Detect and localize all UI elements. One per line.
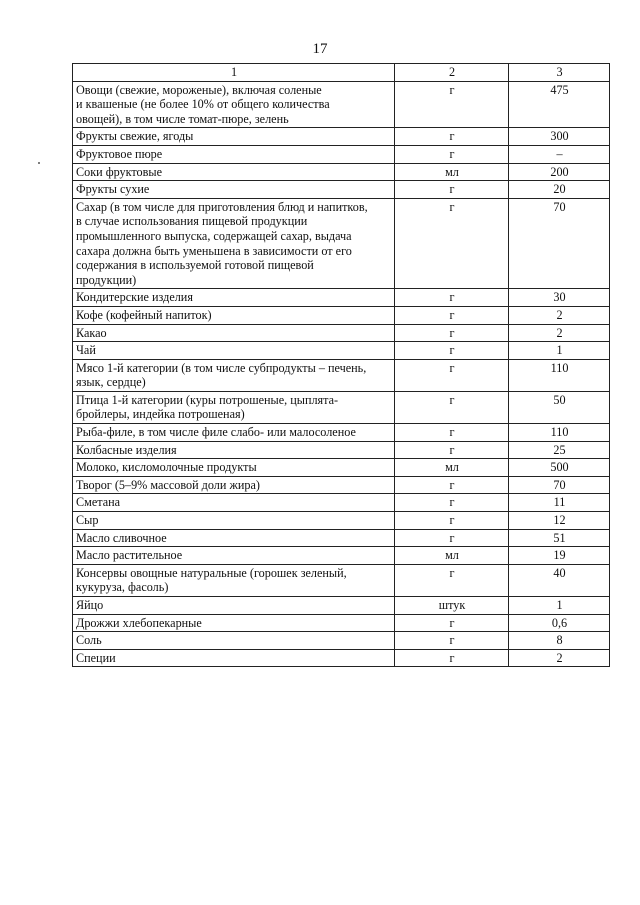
quantity-cell: 2 [509,306,610,324]
table-row [73,529,610,547]
unit-cell: г [395,476,509,494]
table-row [73,564,610,596]
unit-cell: г [395,529,509,547]
unit-cell: г [395,145,509,163]
table-row [73,306,610,324]
quantity-cell: 8 [509,632,610,650]
table-row [73,597,610,615]
table-row [73,163,610,181]
table-row [73,145,610,163]
column-header-3: 3 [509,64,610,82]
table-row [73,359,610,391]
quantity-cell: 1 [509,342,610,360]
product-name-cell: Кондитерские изделия [73,289,395,307]
product-name-cell: Птица 1-й категории (куры потрошеные, цыплята- бройлеры, индейка потрошеная) [73,391,395,423]
unit-cell: г [395,391,509,423]
quantity-cell: 11 [509,494,610,512]
unit-cell: г [395,649,509,667]
product-name-cell: Консервы овощные натуральные (горошек зеленый, кукуруза, фасоль) [73,564,395,596]
unit-cell: г [395,512,509,530]
unit-cell: штук [395,597,509,615]
table-row [73,476,610,494]
quantity-cell: – [509,145,610,163]
product-name-cell: Сыр [73,512,395,530]
quantity-cell: 70 [509,198,610,289]
unit-cell: г [395,424,509,442]
quantity-cell: 12 [509,512,610,530]
product-name-cell: Колбасные изделия [73,441,395,459]
unit-cell: мл [395,459,509,477]
unit-cell: г [395,359,509,391]
table-row [73,632,610,650]
stray-mark [38,162,40,164]
unit-cell: г [395,289,509,307]
product-name-cell: Соль [73,632,395,650]
unit-cell: г [395,181,509,199]
table-row [73,81,610,128]
food-norms-table [72,63,610,667]
unit-cell: г [395,306,509,324]
product-name-cell: Фрукты свежие, ягоды [73,128,395,146]
quantity-cell: 1 [509,597,610,615]
quantity-cell: 475 [509,81,610,128]
quantity-cell: 19 [509,547,610,565]
table-row [73,391,610,423]
table-row [73,459,610,477]
product-name-cell: Чай [73,342,395,360]
column-header-2: 2 [395,64,509,82]
table-row [73,342,610,360]
product-name-cell: Соки фруктовые [73,163,395,181]
page-number: 17 [312,41,328,57]
quantity-cell: 2 [509,649,610,667]
quantity-cell: 500 [509,459,610,477]
product-name-cell: Дрожжи хлебопекарные [73,614,395,632]
unit-cell: г [395,564,509,596]
product-name-cell: Какао [73,324,395,342]
table-row [73,614,610,632]
table-row [73,289,610,307]
table-body [73,81,610,667]
quantity-cell: 300 [509,128,610,146]
table-row [73,547,610,565]
table-row [73,649,610,667]
table-row [73,512,610,530]
product-name-cell: Фруктовое пюре [73,145,395,163]
quantity-cell: 40 [509,564,610,596]
quantity-cell: 110 [509,359,610,391]
product-name-cell: Мясо 1-й категории (в том числе субпродукты – печень, язык, сердце) [73,359,395,391]
table-row [73,494,610,512]
unit-cell: мл [395,547,509,565]
unit-cell: г [395,198,509,289]
table-row [73,181,610,199]
quantity-cell: 30 [509,289,610,307]
unit-cell: г [395,494,509,512]
unit-cell: г [395,441,509,459]
table-row [73,324,610,342]
quantity-cell: 50 [509,391,610,423]
unit-cell: г [395,324,509,342]
product-name-cell: Молоко, кисломолочные продукты [73,459,395,477]
unit-cell: г [395,614,509,632]
quantity-cell: 70 [509,476,610,494]
product-name-cell: Сметана [73,494,395,512]
quantity-cell: 51 [509,529,610,547]
product-name-cell: Кофе (кофейный напиток) [73,306,395,324]
unit-cell: г [395,81,509,128]
product-name-cell: Масло сливочное [73,529,395,547]
product-name-cell: Сахар (в том числе для приготовления блюд и напитков, в случае использования пищевой продукции промышленного выпуска, содержащей сахар, выдача сахара должна быть уменьшена в зависимости от его содержания в используемой готовой пищевой продукции) [73,198,395,289]
table-row [73,441,610,459]
unit-cell: г [395,632,509,650]
unit-cell: г [395,342,509,360]
unit-cell: г [395,128,509,146]
quantity-cell: 0,6 [509,614,610,632]
product-name-cell: Масло растительное [73,547,395,565]
table-row [73,128,610,146]
table-header-row [73,64,610,82]
quantity-cell: 2 [509,324,610,342]
product-name-cell: Овощи (свежие, мороженые), включая соленые и квашеные (не более 10% от общего количества овощей), в том числе томат-пюре, зелень [73,81,395,128]
quantity-cell: 25 [509,441,610,459]
table-row [73,198,610,289]
quantity-cell: 20 [509,181,610,199]
column-header-1: 1 [73,64,395,82]
product-name-cell: Творог (5–9% массовой доли жира) [73,476,395,494]
quantity-cell: 110 [509,424,610,442]
product-name-cell: Рыба-филе, в том числе филе слабо- или малосоленое [73,424,395,442]
table-row [73,424,610,442]
product-name-cell: Яйцо [73,597,395,615]
product-name-cell: Фрукты сухие [73,181,395,199]
unit-cell: мл [395,163,509,181]
quantity-cell: 200 [509,163,610,181]
product-name-cell: Специи [73,649,395,667]
